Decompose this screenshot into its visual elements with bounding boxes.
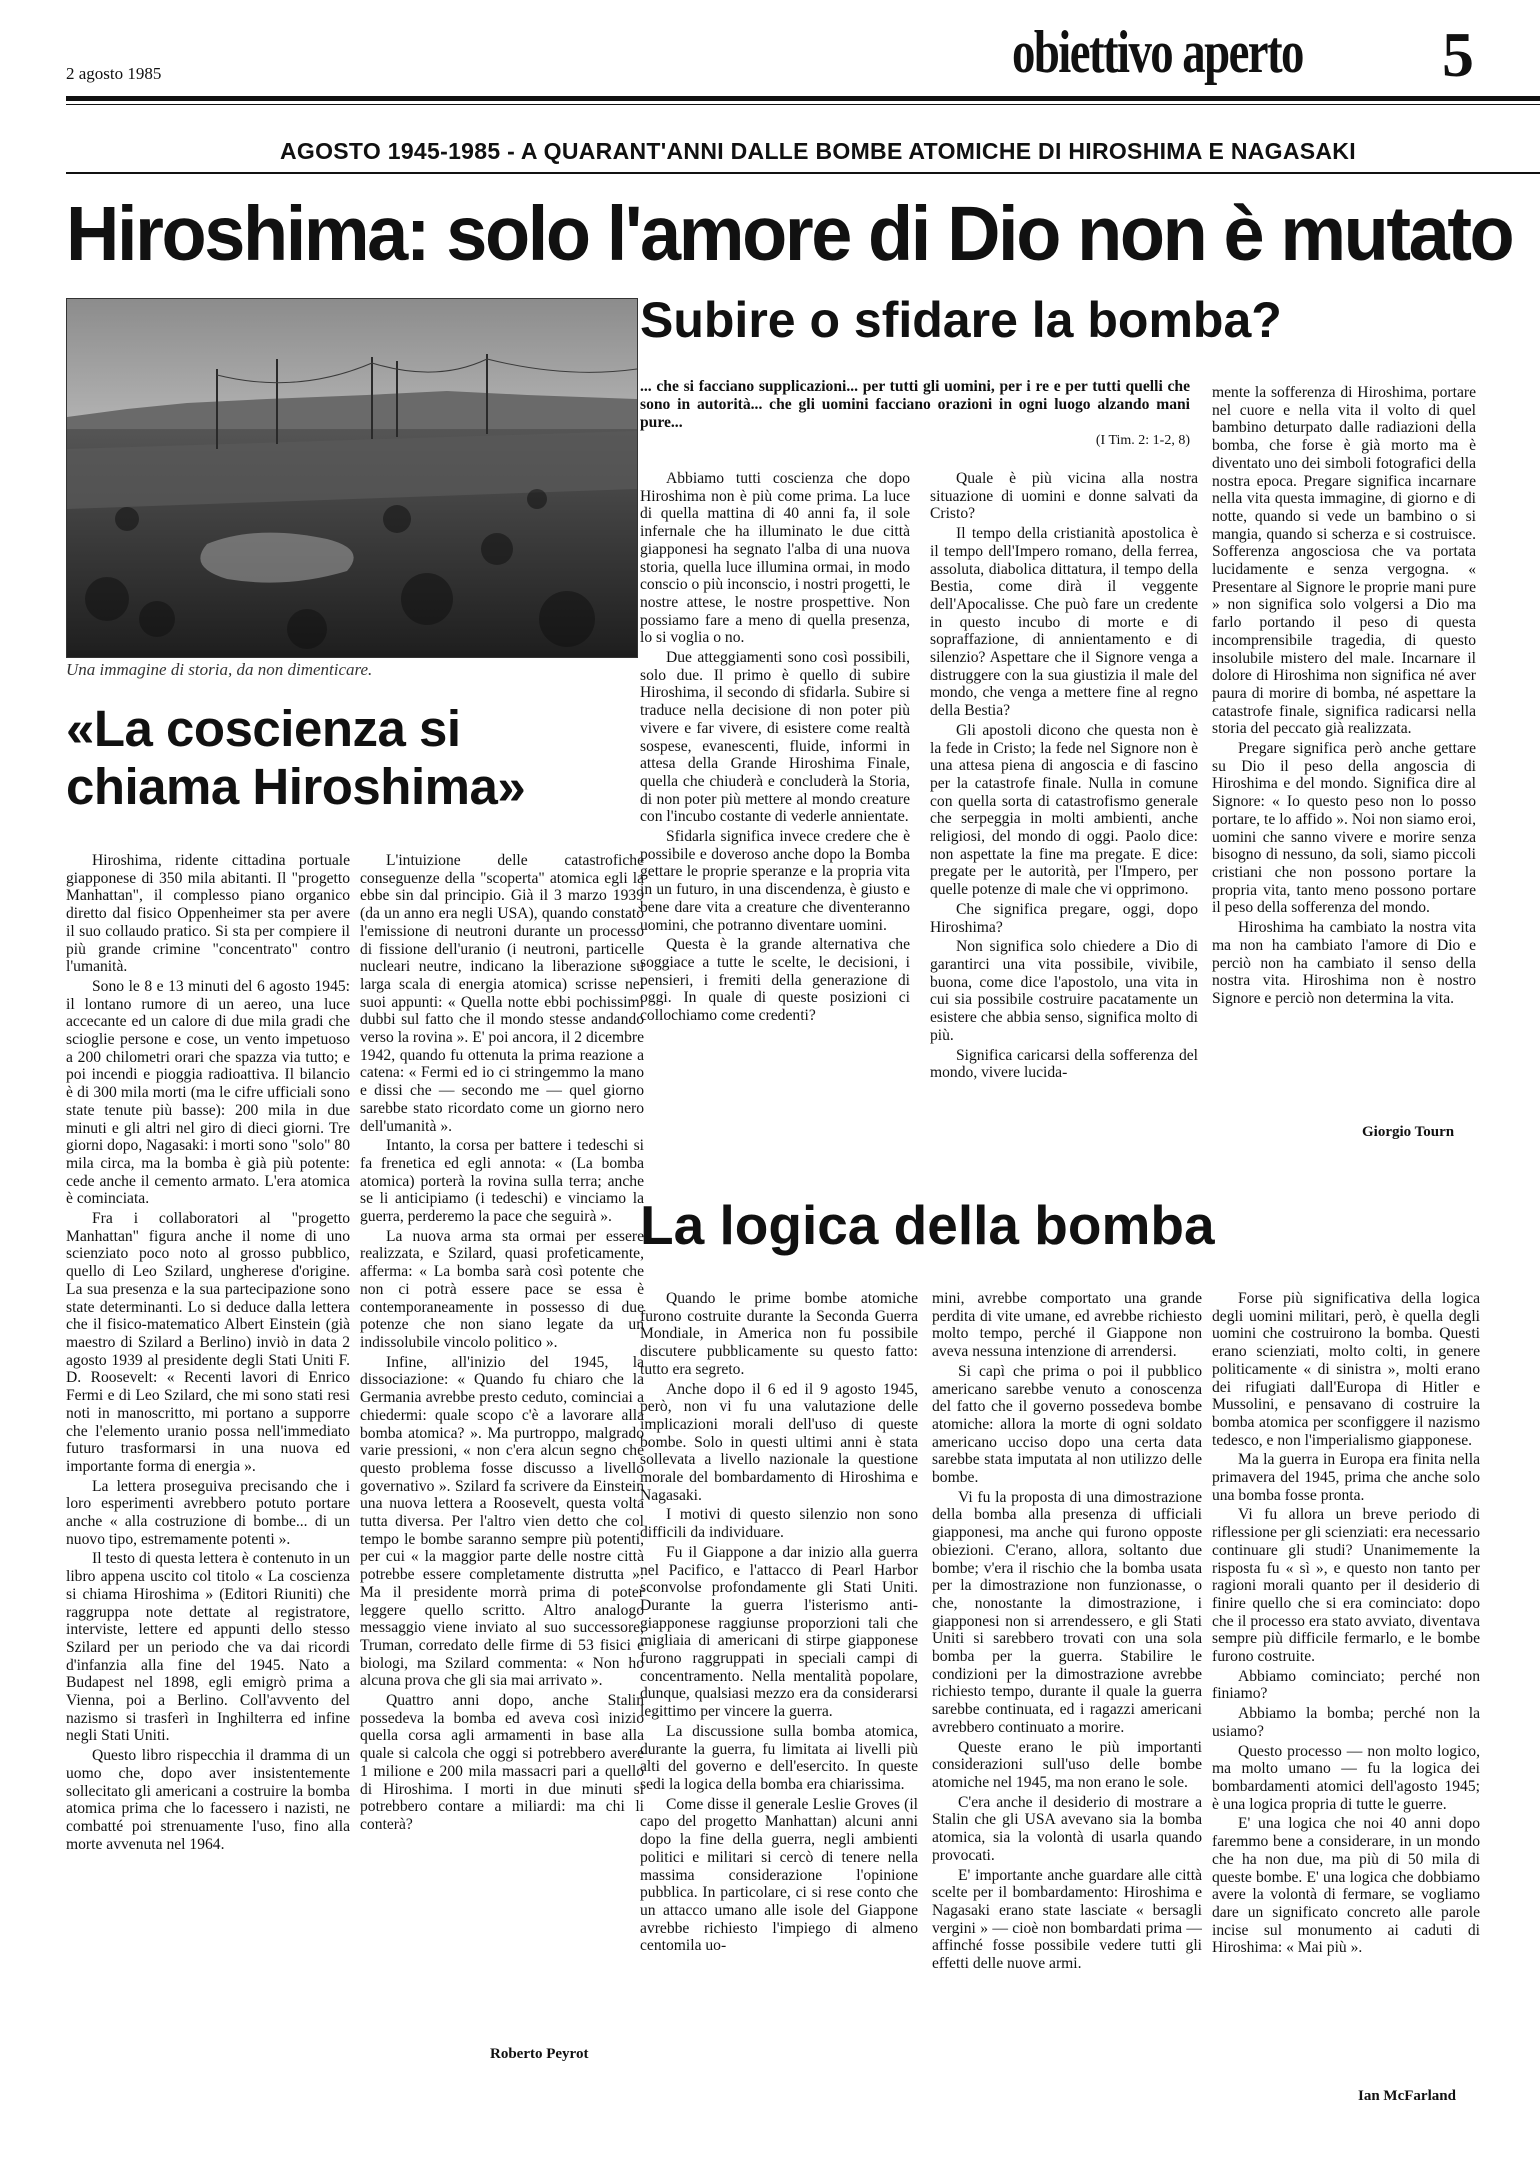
paragraph: Significa caricarsi della sofferenza del mondo, vivere lucida- — [930, 1046, 1198, 1082]
paragraph: Che significa pregare, oggi, dopo Hiroshima? — [930, 900, 1198, 936]
paragraph: Quattro anni dopo, anche Stalin possedeva la bomba ed aveva così inizio quella corsa agli armamenti in base alla quale si calcola che oggi si potrebbero avere 1 milione e 200 mila massacri pari a quello di Hiroshima. I morti in due minuti si potrebbero contare a miliardi: ma chi li conterà? — [360, 1692, 644, 1833]
article1-column-2 — [360, 852, 644, 2032]
paragraph: Anche dopo il 6 ed il 9 agosto 1945, però, non vi fu una valutazione delle implicazioni morali dell'uso di queste bombe. Solo in questi ultimi anni è stata sollevata a livello nazionale la questione morale del bombardamento di Hiroshima e Nagasaki. — [640, 1380, 918, 1504]
paragraph: Abbiamo la bomba; perché non la usiamo? — [1212, 1705, 1480, 1740]
kicker-rule — [66, 172, 1540, 174]
paragraph: Hiroshima, ridente cittadina portuale giapponese di 350 mila abitanti. Il "progetto Manhattan", il complesso piano organico diretto dal fisico Oppenheimer sta per avere il suo collaudo pratico. Si sta per compiere il più grande crimine "concentrato" contro l'umanità. — [66, 852, 350, 976]
paragraph: Forse più significativa della logica degli uomini militari, però, è quella degli uomini che costruirono la bomba. Questi erano scienziati, molto colti, in genere politicamente « di sinistra », molti erano dei rifugiati dall'Europa di Hitler e Mussolini, e pensavano di costruire la bomba atomica per sconfiggere il nazismo tedesco, e non l'imperialismo giapponese. — [1212, 1290, 1480, 1449]
paragraph: E' una logica che noi 40 anni dopo faremmo bene a considerare, in un mondo che ha non due, ma più di 50 mila di queste bombe. E' una logica che dobbiamo avere la volontà di fermare, se vogliamo dare un significato concreto alle parole incise sul monumento ai caduti di Hiroshima: « Mai più ». — [1212, 1815, 1480, 1957]
paragraph: La discussione sulla bomba atomica, durante la guerra, fu limitata ai livelli più alti del governo e dell'esercito. In queste sedi la logica della bomba era chiarissima. — [640, 1722, 918, 1793]
paragraph: Questo processo — non molto logico, ma molto umano — fu la logica dei bombardamenti atomici dell'agosto 1945; è una logica propria di tutte le guerre. — [1212, 1742, 1480, 1813]
kicker: AGOSTO 1945-1985 - A QUARANT'ANNI DALLE BOMBE ATOMICHE DI HIROSHIMA E NAGASAKI — [280, 138, 1356, 164]
article2-column-2 — [930, 470, 1198, 1170]
masthead-rule — [66, 96, 1540, 101]
article3-column-3 — [1212, 1290, 1480, 2080]
paragraph: Questa è la grande alternativa che soggiace a tutte le scelte, le decisioni, i pensieri, i fremiti della generazione di oggi. In quale di queste posizioni ci collochiamo come credenti? — [640, 936, 910, 1025]
paragraph: Gli apostoli dicono che questa non è la fede in Cristo; la fede nel Signore non è una attesa piena di angoscia e di fascino per la catastrofe finale. Nulla in comune con quella sorta di catastrofismo generale che serpeggia in molti ambienti, anche religiosi, del mondo di oggi. Paolo dice: non aspettate la fine ma pregate. E dice: pregate per le autorità, per l'Impero, per quelle potenze di male che vi opprimono. — [930, 721, 1198, 899]
article3-column-2 — [932, 1290, 1202, 2090]
paragraph: Si capì che prima o poi il pubblico americano sarebbe venuto a conoscenza del fatto che il governo possedeva bombe atomiche: allora la morte di ogni soldato americano ucciso dopo una certa data sarebbe stata imputata al non utilizzo delle bombe. — [932, 1362, 1202, 1487]
article3-headline: La logica della bomba — [640, 1194, 1215, 1256]
article1-column-1 — [66, 852, 350, 2042]
paragraph: Pregare significa però anche gettare su Dio il peso della angoscia di Hiroshima e del mondo. Significa dire al Signore: « Io questo peso non lo posso portare, te lo affido ». Noi non siamo eroi, uomini che sanno vivere e morire senza bisogno di nessuno, da soli, siamo piccoli cristiani che non possono portare la propria vita, tanto meno possono portare il peso della sofferenza del mondo. — [1212, 740, 1476, 917]
paragraph: Sfidarla significa invece credere che è possibile e doveroso anche dopo la Bomba gettare le proprie speranze e la propria vita in un futuro, in una discendenza, è giusto e bene dare vita a creature che diventeranno uomini, che potranno diventare uomini. — [640, 828, 910, 934]
main-headline: Hiroshima: solo l'amore di Dio non è mutato — [66, 191, 1513, 277]
paragraph: Questo libro rispecchia il dramma di un uomo che, dopo aver insistentemente sollecitato gli americani a costruire la bomba atomica prima che lo facessero i nazisti, ne combatté poi strenuamente l'uso, fino alla morte avvenuta nel 1964. — [66, 1747, 350, 1853]
paragraph: La lettera proseguiva precisando che i loro esperimenti avrebbero potuto portare anche « alla costruzione di bombe... di un nuovo tipo, estremamente potenti ». — [66, 1477, 350, 1548]
issue-date: 2 agosto 1985 — [66, 64, 162, 83]
photo-caption: Una immagine di storia, da non dimenticare. — [66, 660, 373, 679]
paragraph: Quando le prime bombe atomiche furono costruite durante la Seconda Guerra Mondiale, in America non fu possibile discutere pubblicamente su questo fatto: tutto era segreto. — [640, 1290, 918, 1378]
article3-column-1 — [640, 1290, 918, 2090]
paragraph: Ma la guerra in Europa era finita nella primavera del 1945, prima che anche solo una bomba fosse pronta. — [1212, 1451, 1480, 1504]
paragraph: E' importante anche guardare alle città scelte per il bombardamento: Hiroshima e Nagasaki erano state lasciate « bersagli vergini » — cioè non bombardati prima — affinché fosse possibile vedere tutti gli effetti delle nuove armi. — [932, 1866, 1202, 1973]
paragraph: Fra i collaboratori al "progetto Manhattan" figura anche il nome di uno scienziato poco noto al grosso pubblico, quello di Leo Szilard, ungherese d'origine. La sua presenza e la sua partecipazione sono state determinanti. Lo si deduce dalla lettera che il fisico-matematico Albert Einstein (già maestro di Szilard a Berlino) inviò in data 2 agosto 1939 al presidente degli Stati Uniti F. D. Roosevelt: « Recenti lavori di Enrico Fermi e di Leo Szilard, che mi sono stati resi noti in manoscritto, mi portano a supporre che l'elemento uranio possa nell'immediato futuro trasformarsi in una nuova ed importante forma di energia ». — [66, 1210, 350, 1475]
paragraph: La nuova arma sta ormai per essere realizzata, e Szilard, quasi profeticamente, afferma: « La bomba sarà così potente che non ci potrà essere pace se essa è contemporaneamente in possesso di due potenze che non siano legate da un indissolubile vincolo politico ». — [360, 1227, 644, 1351]
paragraph: Come disse il generale Leslie Groves (il capo del progetto Manhattan) alcuni anni dopo la fine della guerra, negli ambienti politici e militari si cercò di tenere nella massima considerazione l'opinione pubblica. In particolare, ci si rese conto che un attacco umano alle isole del Giappone avrebbe richiesto l'impiego di almeno centomila uo- — [640, 1795, 918, 1955]
article2-headline: Subire o sfidare la bomba? — [640, 292, 1282, 348]
paragraph: Abbiamo tutti coscienza che dopo Hiroshima non è più come prima. La luce di quella mattina di 40 anni fa, il sole infernale che ha illuminato le due città giapponesi ha segnato l'alba di una nuova storia, quella luce illumina ormai, in modo conscio o più inconscio, i nostri progetti, le nostre attese, le nostre prospettive. Non possiamo fare a meno di quella presenza, lo si voglia o no. — [640, 470, 910, 647]
paragraph: Il tempo della cristianità apostolica è il tempo dell'Impero romano, della ferrea, assoluta, diabolica dittatura, il tempo della Bestia, come dirà il veggente dell'Apocalisse. Che può fare un credente in questo incubo di morte e di sopraffazione, di annientamento e di silenzio? Aspettare che il Signore venga a distruggere con la sua giustizia il male del mondo, che venga a mettere fine al regno della Bestia? — [930, 525, 1198, 720]
paragraph: I motivi di questo silenzio non sono difficili da individuare. — [640, 1506, 918, 1542]
page-number: 5 — [1442, 19, 1474, 90]
paragraph: Il testo di questa lettera è contenuto in un libro appena uscito col titolo « La coscienza si chiama Hiroshima » (Editori Riuniti) che raggruppa note dettate al registratore, interviste, lettere ed appunti dello stesso Szilard per un periodo che va dai ricordi d'infanzia alla fine del 1945. Nato a Budapest nel 1898, egli emigrò prima a Vienna, poi a Berlino. Coll'avvento del nazismo si trasferì in Inghilterra ed infine negli Stati Uniti. — [66, 1550, 350, 1745]
article3-author: Ian McFarland — [1358, 2088, 1456, 2104]
article1-author: Roberto Peyrot — [490, 2046, 589, 2062]
paragraph: Hiroshima ha cambiato la nostra vita ma non ha cambiato l'amore di Dio e perciò non ha cambiato il senso della nostra vita. Hiroshima non è nostro Signore e perciò non determina la vita. — [1212, 919, 1476, 1007]
paragraph: Sono le 8 e 13 minuti del 6 agosto 1945: il lontano rumore di un aereo, una luce accecante ed un calore di due mila gradi che scioglie persone e cose, un vento impetuoso a 200 chilometri orari che spazza via tutto; e poi incendi e pioggia radioattiva. Il bilancio è di 300 mila morti (ma le cifre ufficiali sono state tenute più basse): 200 mila in due minuti e gli altri nel giro di dieci giorni. Tre giorni dopo, Nagasaki: i morti sono "solo" 80 mila circa, ma la bomba è già più potente: cede anche il cemento armato. L'era atomica è cominciata. — [66, 977, 350, 1208]
paragraph: Quale è più vicina alla nostra situazione di uomini e donne salvati da Cristo? — [930, 470, 1198, 523]
paragraph: Vi fu allora un breve periodo di riflessione per gli scienziati: era necessario continuare gli studi? Unanimemente la risposta fu « sì », e questo non tanto per ragioni morali quanto per il desiderio di finire quello che si era cominciato: dopo che il processo era stato avviato, diventava sempre più difficile fermarlo, e le bombe furono costruite. — [1212, 1506, 1480, 1666]
epigraph-reference: (I Tim. 2: 1-2, 8) — [1095, 433, 1190, 448]
paragraph: Intanto, la corsa per battere i tedeschi si fa frenetica ed egli annota: « (La bomba atomica) porterà la rovina sulla terra; anche se li anticipiamo (i tedeschi) e vinciamo la guerra, perderemo la pace che seguirà ». — [360, 1137, 644, 1226]
epigraph-text: ... che si facciano supplicazioni... per tutti gli uomini, per i re e per tutti quelli che sono in autorità... che gli uomini facciano orazioni in ogni luogo alzando mani pure... — [640, 378, 1190, 431]
article2-epigraph — [640, 378, 1190, 450]
paragraph: L'intuizione delle catastrofiche conseguenze della "scoperta" atomica egli la ebbe sin dal principio. Già il 3 marzo 1939 (da un anno era negli USA), quando constatò l'emissione di neutroni durante un processo di fissione dell'uranio (i neutroni, particelle nucleari neutre, indicano la liberazione su larga scala di energia atomica) scrisse nei suoi appunti: « Quella notte ebbi pochissimi dubbi sul fatto che il mondo stesse andando verso la rovina ». E' poi ancora, il 2 dicembre 1942, quando fu ottenuta la prima reazione a catena: « Fermi ed io ci stringemmo la mano e dissi che — secondo me — quel giorno sarebbe stato ricordato come un giorno nero dell'umanità ». — [360, 852, 644, 1135]
paragraph: Fu il Giappone a dar inizio alla guerra nel Pacifico, e l'attacco di Pearl Harbor sconvolse profondamente gli Stati Uniti. Durante la guerra l'isterismo anti-giapponese raggiunse proporzioni tali che migliaia di americani di stirpe giapponese furono raggruppati in speciali campi di concentramento. Nella mentalità popolare, dunque, qualsiasi mezzo era da considerarsi legittimo per vincere la guerra. — [640, 1543, 918, 1721]
paragraph: Vi fu la proposta di una dimostrazione della bomba alla presenza di ufficiali giapponesi, ma anche qui furono opposte obiezioni. C'erano, allora, soltanto due bombe; v'era il rischio che la bomba usata per la dimostrazione non funzionasse, o che, nonostante la dimostrazione, i giapponesi non si arrendessero, e gli Stati Uniti si sarebbero trovati con una sola bomba per la guerra. Stabilire le condizioni per la dimostrazione avrebbe richiesto tempo, durante il quale la guerra sarebbe continuata, ed i ragazzi americani avrebbero continuato a morire. — [932, 1488, 1202, 1736]
article2-column-1 — [640, 470, 910, 1170]
paragraph: Due atteggiamenti sono così possibili, solo due. Il primo è quello di subire Hiroshima, il secondo di sfidarla. Subire si traduce nella decisione di non poter più vivere e far vivere, di esistere come realtà sospese, evanescenti, fluide, informi in attesa della Grande Hiroshima Finale, quella che chiuderà e concluderà la Storia, di non poter più mettere al mondo creature con l'incubo costante di vederle annientate. — [640, 649, 910, 826]
article2-author: Giorgio Tourn — [1362, 1124, 1455, 1140]
article2-column-3 — [1212, 384, 1476, 1124]
article1-headline: «La coscienza si chiama Hiroshima» — [66, 700, 526, 815]
paragraph: Non significa solo chiedere a Dio di garantirci una vita possibile, vivibile, buona, come dice l'apostolo, una vita in cui sia possibile costruire pacatamente un esistere che abbia senso, significa molto di più. — [930, 938, 1198, 1044]
archival-photo — [66, 298, 638, 658]
paragraph: Queste erano le più importanti considerazioni sull'uso delle bombe atomiche nel 1945, ma non erano le sole. — [932, 1738, 1202, 1791]
paragraph: mente la sofferenza di Hiroshima, portare nel cuore e nella vita il volto di quel bambino deturpato dalle radiazioni della bomba, che forse è già morto ma è diventato uno dei simboli fotografici della nostra epoca. Pregare significa incarnare nella vita questa immagine, di giorno e di notte, quando si vede un bambino o si mangia, quando si scherza e si costruisce. Sofferenza angosciosa che va portata lucidamente e senza vergogna. « Presentare al Signore le proprie mani pure » non significa solo volgersi a Dio ma farlo portando il peso di questa incomprensibile tragedia, di questo insolubile mistero del male. Incarnare il dolore di Hiroshima non significa né aver paura di morire di bomba, né aspettare la catastrofe finale, significa radicarsi nella storia del peccato già realizzata. — [1212, 384, 1476, 738]
paragraph: Abbiamo cominciato; perché non finiamo? — [1212, 1667, 1480, 1703]
paragraph: C'era anche il desiderio di mostrare a Stalin che gli USA avevano sia la bomba atomica, sia la volontà di usarla quando provocati. — [932, 1793, 1202, 1864]
photo-landscape-image — [67, 299, 637, 657]
paragraph: mini, avrebbe comportato una grande perdita di vite umane, ed avrebbe richiesto molto tempo, perché il Giappone non aveva nessuna intenzione di arrendersi. — [932, 1290, 1202, 1361]
section-title: obiettivo aperto — [1012, 19, 1303, 85]
masthead-rule-thin — [66, 104, 1540, 105]
paragraph: Infine, all'inizio del 1945, la dissociazione: « Quando fu chiaro che la Germania avrebbe presto ceduto, cominciai a chiedermi: quale scopo c'è a lavorare alla bomba atomica? ». Ma purtroppo, malgrado varie pressioni, « non c'era alcun segno che questo problema fosse discusso a livello governativo ». Szilard fa scrivere da Einstein una nuova lettera a Roosevelt, questa volta tutta diversa. Per l'altro vien detto che col tempo le bombe saranno sempre più potenti, per cui « la maggior parte delle nostre città potrebbe essere completamente distrutta ». Ma il presidente morrà prima di poter leggere quello scritto. Altro analogo messaggio viene inviato al suo successore, Truman, corredato delle firme di 53 fisici e biologi, ma Szilard commenta: « Non ho alcuna prova che gli sia mai arrivato ». — [360, 1353, 644, 1690]
